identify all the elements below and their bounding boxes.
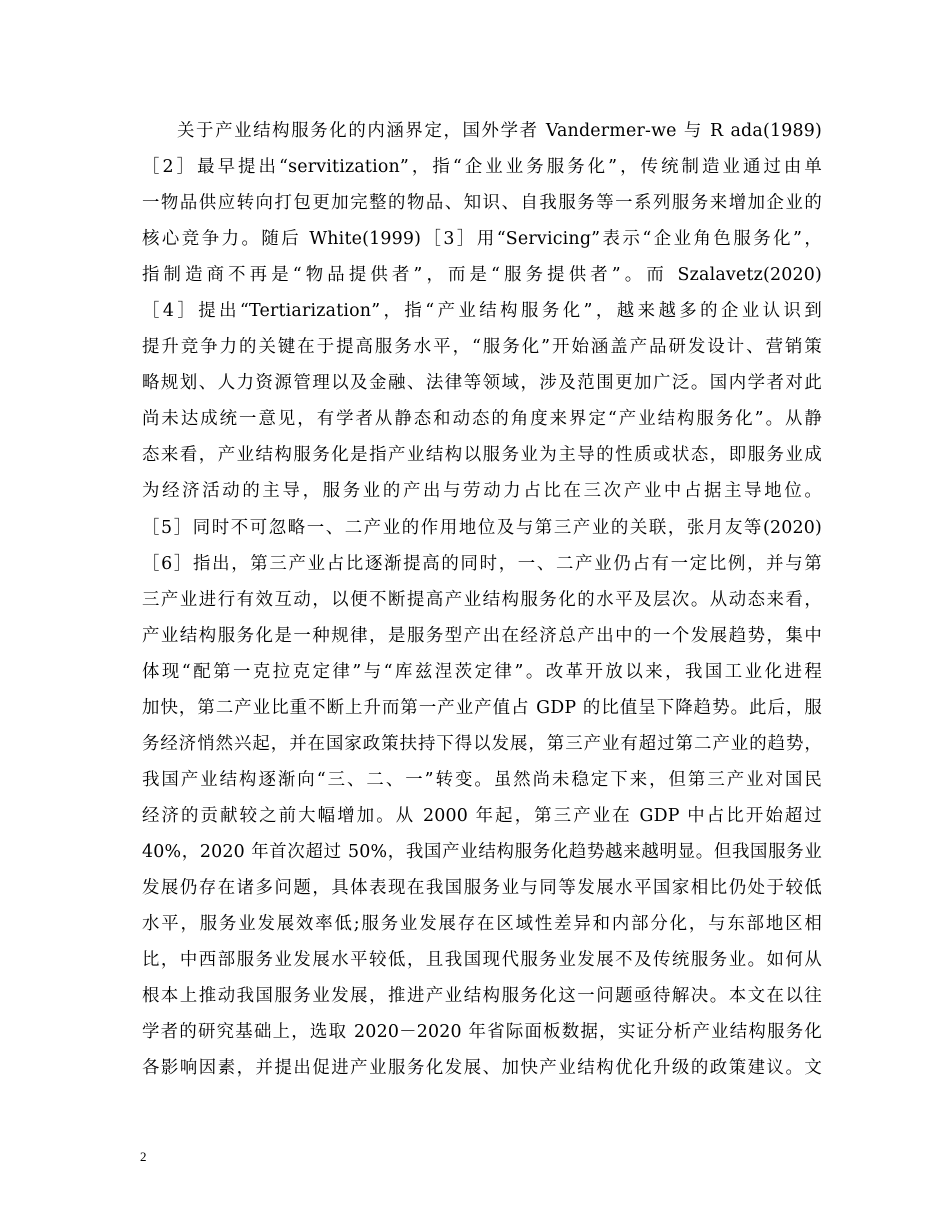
paragraph-line: 比，中西部服务业发展水平较低，且我国现代服务业发展不及传统服务业。如何从	[142, 950, 822, 971]
paragraph-line: ［6］指出，第三产业占比逐渐提高的同时，一、二产业仍占有一定比例，并与第	[142, 553, 822, 574]
paragraph-line: 加快，第二产业比重不断上升而第一产业产值占 GDP 的比值呈下降趋势。此后，服	[142, 697, 822, 718]
paragraph-line: 水平，服务业发展效率低;服务业发展存在区域性差异和内部分化，与东部地区相	[142, 914, 822, 935]
paragraph-line: 40%，2020 年首次超过 50%，我国产业结构服务化趋势越来越明显。但我国服务业	[142, 841, 822, 862]
paragraph-line: 略规划、人力资源管理以及金融、法律等领域，涉及范围更加广泛。国内学者对此	[142, 373, 822, 394]
page-number: 2	[140, 1149, 147, 1164]
paragraph-line: 态来看，产业结构服务化是指产业结构以服务业为主导的性质或状态，即服务业成	[142, 445, 822, 466]
paragraph-line: 一物品供应转向打包更加完整的物品、知识、自我服务等一系列服务来增加企业的	[142, 193, 822, 214]
paragraph-line: 务经济悄然兴起，并在国家政策扶持下得以发展，第三产业有超过第二产业的趋势，	[142, 733, 822, 754]
paragraph-line: 学者的研究基础上，选取 2020－2020 年省际面板数据，实证分析产业结构服务化	[142, 1022, 822, 1043]
paragraph-line: 发展仍存在诸多问题，具体表现在我国服务业与同等发展水平国家相比仍处于较低	[142, 877, 822, 898]
paragraph-line: ［5］同时不可忽略一、二产业的作用地位及与第三产业的关联，张月友等(2020)	[142, 517, 822, 538]
paragraph-line: 我国产业结构逐渐向“三、二、一”转变。虽然尚未稳定下来，但第三产业对国民	[142, 769, 822, 790]
paragraph-line: 产业结构服务化是一种规律，是服务型产出在经济总产出中的一个发展趋势，集中	[142, 625, 822, 646]
paragraph-line: 关于产业结构服务化的内涵界定，国外学者 Vandermer-we 与 R ada(1989)	[177, 121, 822, 141]
paragraph-line: 各影响因素，并提出促进产业服务化发展、加快产业结构优化升级的政策建议。文	[142, 1058, 822, 1079]
paragraph-line: 指制造商不再是“物品提供者”，而是“服务提供者”。而 Szalavetz(2020)	[142, 265, 822, 286]
paragraph-line: 根本上推动我国服务业发展，推进产业结构服务化这一问题亟待解决。本文在以往	[142, 986, 822, 1007]
paragraph-line: 提升竞争力的关键在于提高服务水平，“服务化”开始涵盖产品研发设计、营销策	[142, 337, 822, 358]
body-paragraph	[142, 116, 822, 1089]
paragraph-line: 尚未达成统一意见，有学者从静态和动态的角度来界定“产业结构服务化”。从静	[142, 409, 822, 430]
paragraph-line: 体现“配第一克拉克定律”与“库兹涅茨定律”。改革开放以来，我国工业化进程	[142, 661, 822, 682]
paragraph-line: 核心竞争力。随后 White(1999)［3］用“Servicing”表示“企业角色服务化”，	[142, 229, 822, 250]
paragraph-line: 经济的贡献较之前大幅增加。从 2000 年起，第三产业在 GDP 中占比开始超过	[142, 805, 822, 826]
paragraph-line: 三产业进行有效互动，以便不断提高产业结构服务化的水平及层次。从动态来看，	[142, 589, 822, 610]
paragraph-line: 为经济活动的主导，服务业的产出与劳动力占比在三次产业中占据主导地位。	[142, 481, 822, 502]
paragraph-line: ［4］提出“Tertiarization”，指“产业结构服务化”，越来越多的企业认识到	[142, 301, 822, 322]
paragraph-line: ［2］最早提出“servitization”，指“企业业务服务化”，传统制造业通过由单	[142, 157, 822, 178]
